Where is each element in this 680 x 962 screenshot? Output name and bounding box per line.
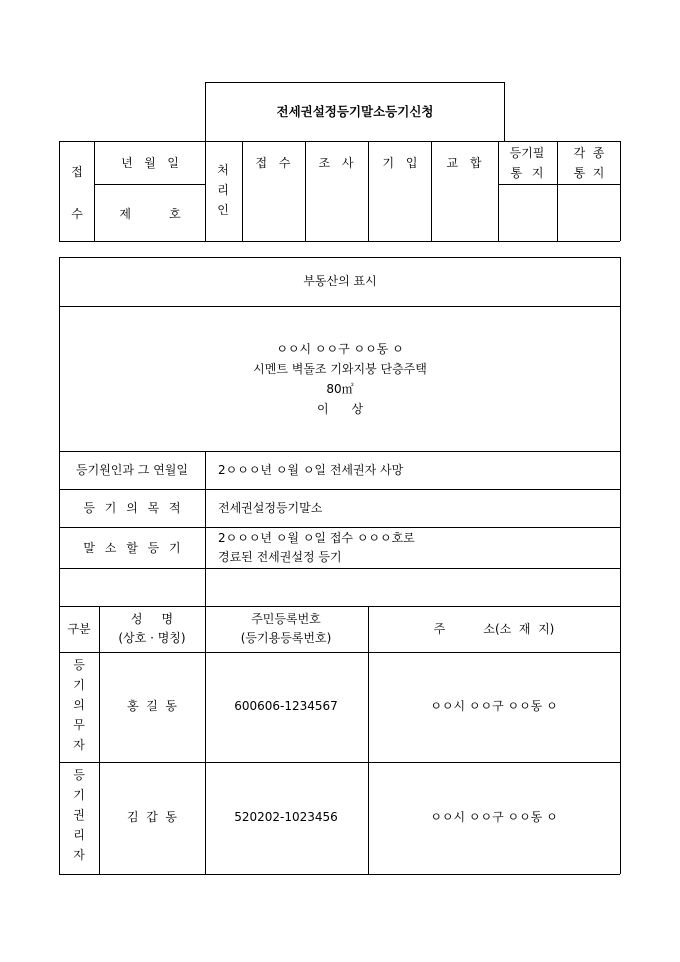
- person2-role-4: 리: [73, 828, 85, 842]
- receipt-date-label: 년 월 일: [121, 156, 179, 170]
- field-cause-label: 등기원인과 그 연월일: [76, 463, 188, 477]
- person2-role-1: 등: [73, 768, 85, 782]
- col-receipt: 접 수: [255, 156, 291, 170]
- property-heading: 부동산의 표시: [303, 274, 377, 288]
- person1-role-3: 의: [73, 698, 85, 712]
- person2-address: ㅇㅇ시 ㅇㅇ구 ㅇㅇ동 ㅇ: [430, 810, 558, 824]
- col-check: 교 합: [446, 156, 482, 170]
- person1-id: 600606-1234567: [234, 699, 338, 713]
- person1-role-4: 무: [73, 718, 85, 732]
- property-line-4: 이 상: [316, 402, 364, 416]
- person1-role-1: 등: [73, 658, 85, 672]
- process-label-2: 리: [217, 183, 229, 197]
- property-line-2: 시멘트 벽돌조 기와지붕 단층주택: [253, 362, 427, 376]
- person2-id: 520202-1023456: [234, 810, 338, 824]
- col-notice1-line1: 등기필: [509, 146, 545, 160]
- person2-role-5: 자: [73, 848, 85, 862]
- person1-name: 홍 길 동: [126, 699, 178, 713]
- field-cancel-value-1: 2ㅇㅇㅇ년 ㅇ월 ㅇ일 접수 ㅇㅇㅇ호로: [218, 531, 415, 545]
- persons-header-name-sub: (상호 · 명칭): [118, 631, 186, 645]
- field-cause-value: 2ㅇㅇㅇ년 ㅇ월 ㅇ일 전세권자 사망: [218, 463, 404, 477]
- persons-header-div: 구분: [67, 622, 91, 636]
- field-cancel-value-2: 경료된 전세권설정 등기: [218, 550, 342, 564]
- receipt-number-label: 제 호: [119, 207, 181, 221]
- person2-name: 김 갑 동: [126, 810, 178, 824]
- col-notice2-line2: 통 지: [573, 166, 605, 180]
- persons-header-addr: 주 소(소 재 지): [433, 622, 555, 636]
- person1-role-2: 기: [73, 678, 85, 692]
- col-inspect: 조 사: [318, 156, 354, 170]
- col-notice1-line2: 통 지: [510, 166, 544, 180]
- persons-header-id: 주민등록번호: [251, 612, 321, 626]
- property-line-1: ㅇㅇ시 ㅇㅇ구 ㅇㅇ동 ㅇ: [276, 342, 404, 356]
- field-purpose-value: 전세권설정등기말소: [218, 501, 323, 515]
- col-entry: 기 입: [382, 156, 418, 170]
- property-line-3: 80㎡: [326, 382, 354, 396]
- persons-header-id-sub: (등기용등록번호): [240, 631, 332, 645]
- persons-header-name: 성 명: [130, 612, 174, 626]
- person1-role-5: 자: [73, 738, 85, 752]
- field-purpose-label: 등 기 의 목 적: [83, 501, 181, 515]
- col-notice2-line1: 각 종: [573, 146, 605, 160]
- page-title: 전세권설정등기말소등기신청: [276, 104, 434, 119]
- person2-role-3: 권: [73, 808, 85, 822]
- person2-role-2: 기: [73, 788, 85, 802]
- process-label-1: 처: [217, 163, 229, 177]
- person1-address: ㅇㅇ시 ㅇㅇ구 ㅇㅇ동 ㅇ: [430, 699, 558, 713]
- receipt-label-su: 수: [71, 207, 83, 221]
- receipt-label-jeop: 접: [71, 165, 83, 179]
- field-cancel-label: 말 소 할 등 기: [83, 541, 181, 555]
- process-label-3: 인: [217, 203, 229, 217]
